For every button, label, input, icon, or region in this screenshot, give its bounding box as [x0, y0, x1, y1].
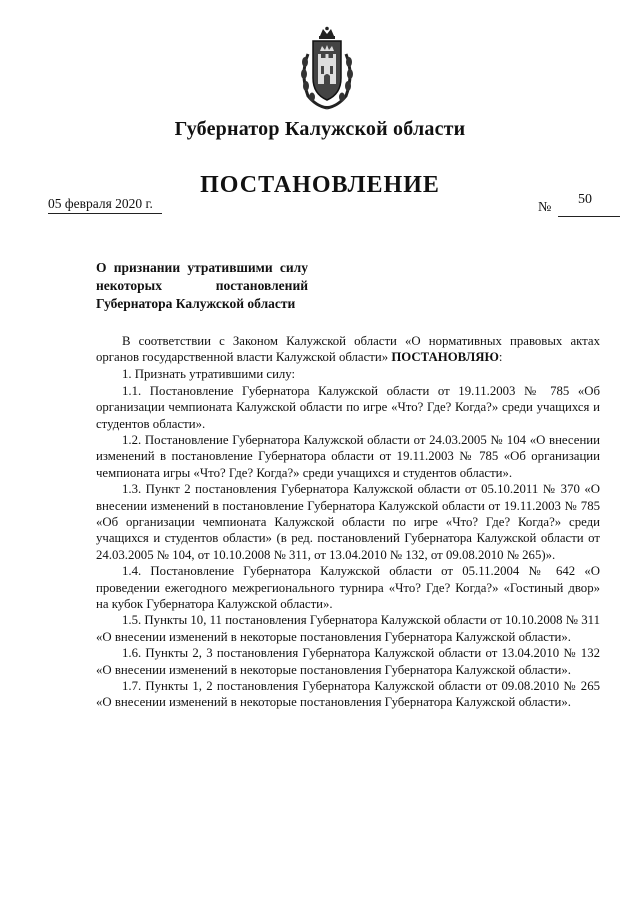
clause-item-1-7: 1.7. Пункты 1, 2 постановления Губернатора Калужской области от 09.08.2010 № 265 «О внесении изменений в некоторые постановления Губернатора Калужской области». [96, 679, 600, 710]
subject-line: О признании утратившими силу [96, 260, 308, 275]
clause-item-1-6: 1.6. Пункты 2, 3 постановления Губернатора Калужской области от 13.04.2010 № 132 «О внесении изменений в некоторые постановления Губернатора Калужской области». [96, 646, 600, 677]
document-date: 05 февраля 2020 г. [48, 196, 162, 214]
decree-colon: : [498, 350, 503, 365]
document-type-title: ПОСТАНОВЛЕНИЕ [200, 172, 440, 198]
preamble-paragraph [96, 333, 600, 366]
subject-line: некоторых постановлений [96, 278, 308, 293]
clause-item-1-3: 1.3. Пункт 2 постановления Губернатора Калужской области от 05.10.2011 № 370 «О внесении изменений в постановление Губернатора Калужской области от 19.11.2003 № 785 «Об организации чемпионата Калужской области по игре «Что? Где? Когда?» среди учащихся и студентов области» (в ред. постановлений Губернатора Калужской области от 24.03.2005 № 104, от 10.10.2008 № 311, от 13.04.2010 № 132, от 09.08.2010 № 265)». [96, 482, 600, 562]
decree-word: ПОСТАНОВЛЯЮ [391, 350, 499, 365]
clause-item-1-4: 1.4. Постановление Губернатора Калужской области от 05.11.2004 № 642 «О проведении ежегодного межрегионального турнира «Что? Где? Когда?» «Гостиный двор» на кубок Губернатора Калужской области». [96, 564, 600, 611]
clause-1: 1. Признать утратившими силу: [122, 367, 296, 382]
clause-item-1-5: 1.5. Пункты 10, 11 постановления Губернатора Калужской области от 10.10.2008 № 311 «О внесении изменений в некоторые постановления Губернатора Калужской области». [96, 613, 600, 644]
document-body [96, 333, 600, 711]
clause-item-1-2: 1.2. Постановление Губернатора Калужской области от 24.03.2005 № 104 «О внесении изменений в постановление Губернатора области от 19.11.2003 № 785 «Об организации чемпионата игры «Что? Где? Когда?» среди учащихся и студентов области». [96, 432, 600, 480]
document-number: 50 [558, 192, 620, 217]
clause-item-1-1: 1.1. Постановление Губернатора Калужской области от 19.11.2003 № 785 «Об организации чемпионата Калужской области по игре «Что? Где? Когда?» среди учащихся и студентов области». [96, 383, 600, 431]
number-sign: № [538, 200, 552, 215]
document-subject [96, 259, 308, 313]
issuing-authority: Губернатор Калужской области [174, 118, 466, 140]
preamble-text: В соответствии с Законом Калужской области «О нормативных правовых актах органов государственной власти Калужской области» [96, 334, 600, 365]
subject-line: Губернатора Калужской области [96, 296, 296, 311]
kaluga-coat-of-arms-icon [296, 26, 358, 110]
